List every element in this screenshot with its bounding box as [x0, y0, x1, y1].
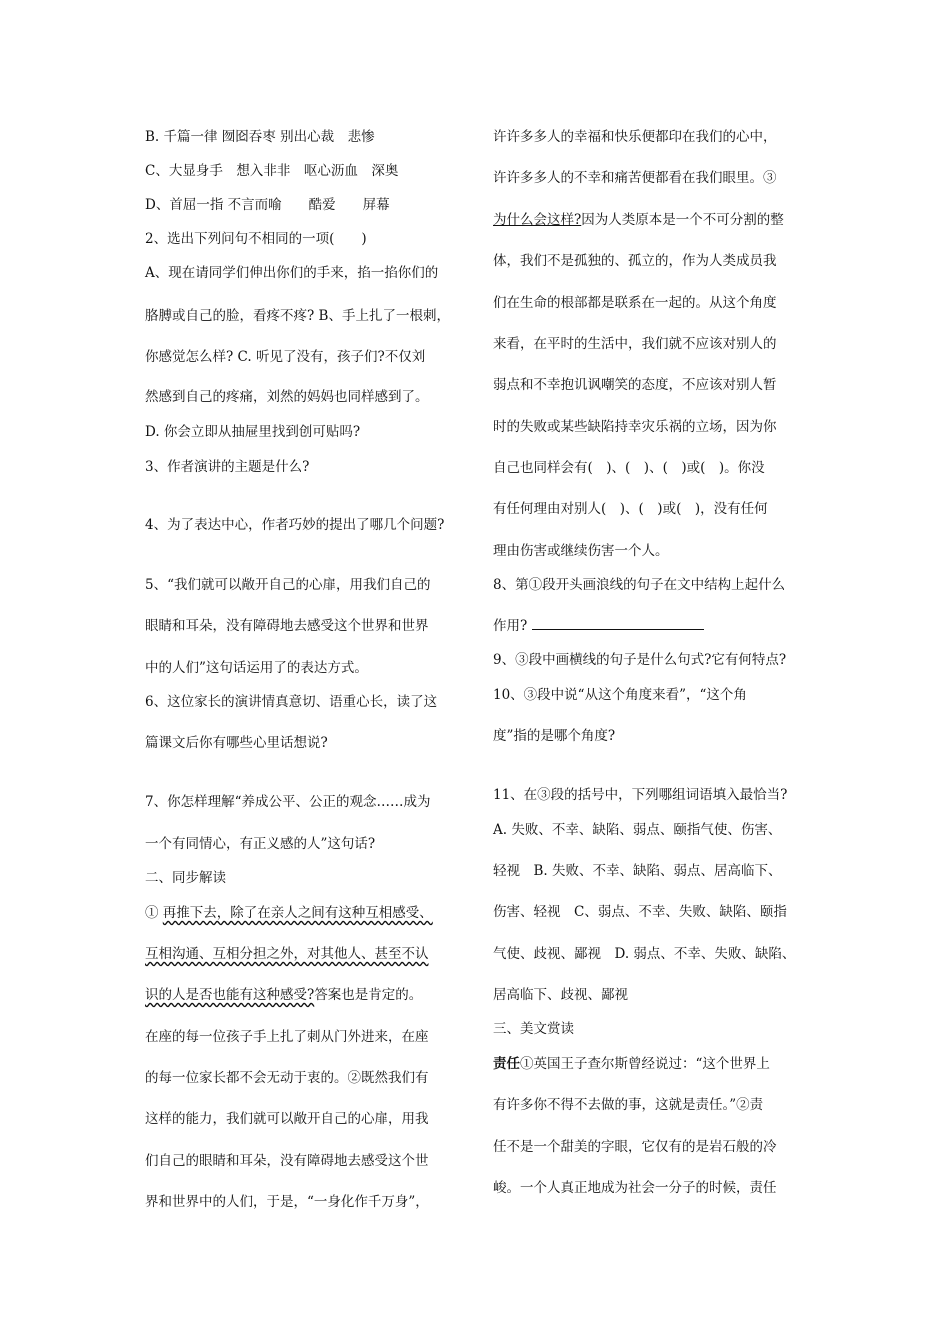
question-8: 8、第①段开头画浪线的句子在文中结构上起什么 [493, 577, 786, 593]
question-2-option-d: D. 你会立即从抽屉里找到创可贴吗? [145, 424, 361, 440]
passage-line: 理由伤害或继续伤害一个人。 [493, 543, 669, 559]
passage-line [145, 986, 422, 1004]
wavy-underlined-sentence: 互相沟通、互相分担之外，对其他人、甚至不认 [145, 946, 429, 962]
question-2-text-line: 然感到自己的疼痛，刘然的妈妈也同样感到了。 [145, 389, 429, 405]
question-6: 6、这位家长的演讲情真意切、语重心长，读了这 [145, 694, 438, 710]
question-11-options-line: 居高临下、歧视、鄙视 [493, 987, 628, 1003]
passage-line: 来看，在平时的生活中，我们就不应该对别人的 [493, 336, 777, 352]
question-11-options-line: A. 失败、不幸、缺陷、弱点、颐指气使、伤害、 [493, 822, 782, 838]
passage-text: 因为人类原本是一个不可分割的整 [581, 212, 784, 228]
wavy-underlined-sentence: 再推下去，除了在亲人之间有这种互相感受、 [162, 905, 433, 921]
passage-line: 在座的每一位孩子手上扎了刺从门外进来，在座 [145, 1029, 429, 1045]
passage-line: 许许多多人的不幸和痛苦便都看在我们眼里。③ [493, 170, 777, 186]
question-10: 10、③段中说“从这个角度来看”，“这个角 [493, 687, 747, 703]
passage-line: 弱点和不幸抱讥讽嘲笑的态度，不应该对别人暂 [493, 377, 777, 393]
passage-line: 们自己的眼睛和耳朵，没有障碍地去感受这个世 [145, 1153, 429, 1169]
wavy-underlined-sentence: 识的人是否也能有这种感受? [145, 987, 315, 1003]
passage-line: 界和世界中的人们，于是，“一身化作千万身”， [145, 1194, 429, 1210]
passage-line: 体，我们不是孤独的、孤立的，作为人类成员我 [493, 253, 777, 269]
question-3: 3、作者演讲的主题是什么? [145, 459, 310, 475]
passage-line: 自己也同样会有( )、( )、( )或( )。你没 [493, 460, 765, 476]
option-c: C、大显身手 想入非非 呕心沥血 深奥 [145, 163, 399, 179]
passage-text: 答案也是肯定的。 [314, 987, 423, 1003]
essay-line: 峻。一个人真正地成为社会一分子的时候，责任 [493, 1180, 777, 1196]
essay-line [493, 1055, 770, 1073]
question-11-options-line: 气使、歧视、鄙视 D. 弱点、不幸、失败、缺陷、 [493, 946, 796, 962]
underlined-question-sentence: 为什么会这样? [493, 212, 582, 228]
question-10-text-line: 度”指的是哪个角度? [493, 728, 616, 744]
question-8-continuation: 作用? [493, 618, 528, 634]
option-b: B. 千篇一律 囫囵吞枣 别出心裁 悲惨 [145, 129, 375, 145]
question-11: 11、在③段的括号中，下列哪组词语填入最恰当? [493, 787, 788, 803]
question-2-text-line: 胳膊或自己的脸，看疼不疼? B、手上扎了一根刺， [145, 308, 450, 324]
question-5-text-line: 眼睛和耳朵，没有障碍地去感受这个世界和世界 [145, 618, 429, 634]
section-3-heading: 三、美文赏读 [493, 1021, 574, 1037]
essay-title: 责任 [493, 1056, 520, 1072]
question-9: 9、③段中画横线的句子是什么句式?它有何特点? [493, 652, 787, 668]
question-11-options-line: 轻视 B. 失败、不幸、缺陷、弱点、居高临下、 [493, 863, 782, 879]
essay-line: 有许多你不得不去做的事，这就是责任。”②责 [493, 1097, 764, 1113]
essay-line: 任不是一个甜美的字眼，它仅有的是岩石般的冷 [493, 1139, 777, 1155]
passage-line: 许许多多人的幸福和快乐便都印在我们的心中， [493, 129, 777, 145]
section-2-heading: 二、同步解读 [145, 870, 226, 886]
question-7: 7、你怎样理解“养成公平、公正的观念……成为 [145, 794, 431, 810]
passage-line: 的每一位家长都不会无动于衷的。②既然我们有 [145, 1070, 429, 1086]
passage-line: 这样的能力，我们就可以敞开自己的心扉，用我 [145, 1111, 429, 1127]
passage-line: 有任何理由对别人( )、( )或( )，没有任何 [493, 501, 768, 517]
question-2-option-a: A、现在请同学们伸出你们的手来，掐一掐你们的 [145, 265, 439, 281]
passage-line [145, 945, 429, 963]
answer-blank[interactable] [532, 617, 704, 630]
question-5-text-line: 中的人们”这句话运用了的表达方式。 [145, 660, 368, 676]
option-d: D、首屈一指 不言而喻 酷爱 屏幕 [145, 197, 390, 213]
question-6-text-line: 篇课文后你有哪些心里话想说? [145, 735, 328, 751]
passage-line: 时的失败或某些缺陷持幸灾乐祸的立场，因为你 [493, 419, 777, 435]
question-7-text-line: 一个有同情心，有正义感的人”这句话? [145, 836, 376, 852]
passage-line: 们在生命的根部都是联系在一起的。从这个角度 [493, 295, 777, 311]
question-2-text-line: 你感觉怎么样? C. 听见了没有，孩子们?不仅刘 [145, 349, 426, 365]
question-4: 4、为了表达中心，作者巧妙的提出了哪几个问题? [145, 517, 445, 533]
essay-text: ①英国王子查尔斯曾经说过：“这个世界上 [520, 1056, 770, 1072]
paragraph-1-marker: ① [145, 905, 159, 921]
question-11-options-line: 伤害、轻视 C、弱点、不幸、失败、缺陷、颐指 [493, 904, 787, 920]
passage-line [145, 904, 433, 922]
passage-line [493, 211, 784, 229]
question-8-text-line [493, 617, 704, 635]
question-2: 2、选出下列问句不相同的一项( ) [145, 231, 367, 247]
question-5: 5、“我们就可以敞开自己的心扉，用我们自己的 [145, 577, 431, 593]
